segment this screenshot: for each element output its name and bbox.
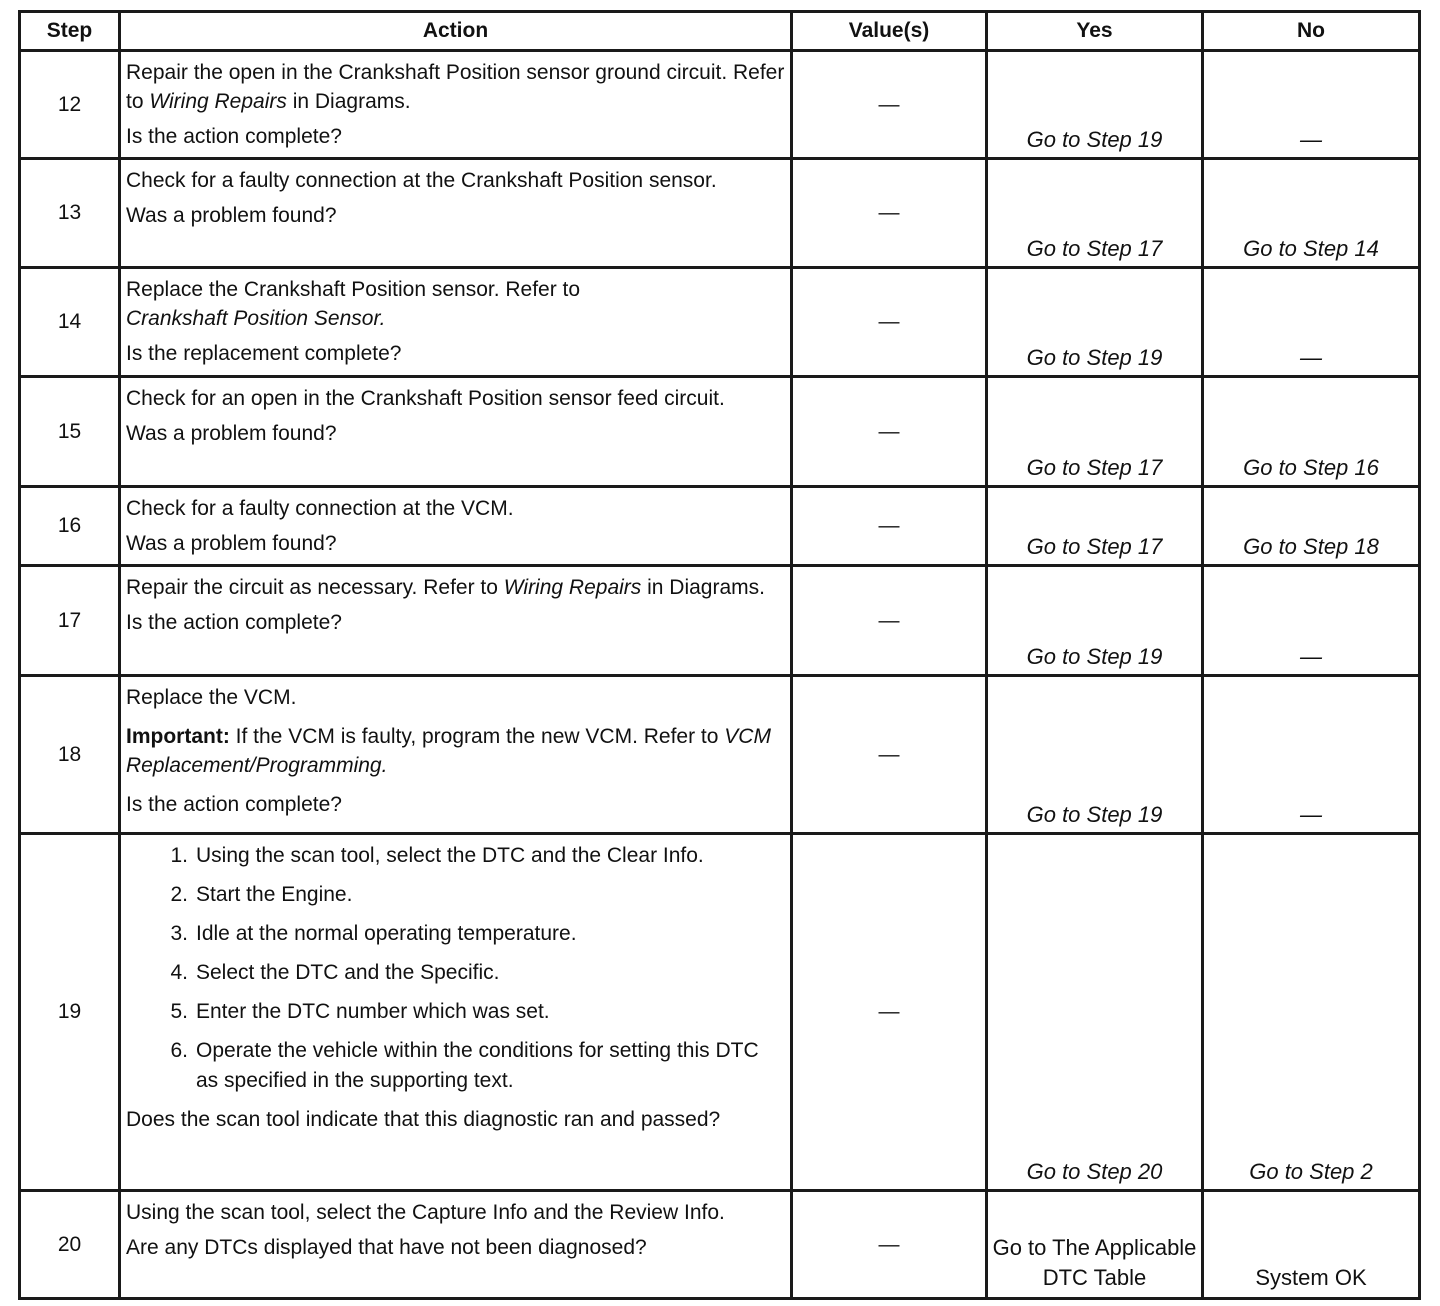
table-row [20, 159, 1420, 268]
header-yes: Yes [987, 12, 1203, 51]
substep-list [126, 841, 785, 1096]
yes-cell: Go to Step 17 [987, 377, 1203, 487]
list-item: 6. Operate the vehicle within the conditions for setting this DTC as specified in the supporting text. [170, 1039, 759, 1092]
diagnostic-table [18, 10, 1421, 1300]
value-cell: — [792, 159, 987, 268]
action-text: Check for a faulty connection at the VCM. [126, 497, 514, 520]
no-cell: Go to Step 18 [1203, 487, 1420, 566]
header-row [20, 12, 1420, 51]
value-cell: — [792, 487, 987, 566]
value-cell: — [792, 268, 987, 377]
important-note: Important: If the VCM is faulty, program the new VCM. Refer to VCM Replacement/Programming. [126, 725, 771, 777]
yes-cell: Go to The Applicable DTC Table [987, 1191, 1203, 1299]
no-cell: Go to Step 16 [1203, 377, 1420, 487]
step-number: 20 [20, 1191, 120, 1299]
table-row [20, 676, 1420, 834]
action-cell [120, 51, 792, 159]
action-cell [120, 834, 792, 1191]
step-number: 15 [20, 377, 120, 487]
header-step: Step [20, 12, 120, 51]
action-text: Repair the open in the Crankshaft Position sensor ground circuit. Refer to Wiring Repairs in Diagrams. [126, 61, 785, 113]
table-row [20, 51, 1420, 159]
header-no: No [1203, 12, 1420, 51]
action-question: Is the action complete? [126, 793, 342, 816]
action-question: Was a problem found? [126, 204, 337, 227]
value-cell: — [792, 51, 987, 159]
list-item: 3. Idle at the normal operating temperature. [170, 922, 577, 945]
action-cell [120, 377, 792, 487]
step-number: 18 [20, 676, 120, 834]
step-number: 19 [20, 834, 120, 1191]
table-row [20, 268, 1420, 377]
list-item: 4. Select the DTC and the Specific. [170, 961, 500, 984]
action-text: Using the scan tool, select the Capture Info and the Review Info. [126, 1201, 725, 1224]
action-cell [120, 1191, 792, 1299]
yes-cell: Go to Step 17 [987, 159, 1203, 268]
action-cell [120, 487, 792, 566]
action-cell [120, 566, 792, 676]
list-item: 5. Enter the DTC number which was set. [170, 1000, 550, 1023]
no-cell: System OK [1203, 1191, 1420, 1299]
value-cell: — [792, 566, 987, 676]
no-cell: — [1203, 566, 1420, 676]
action-text: Check for an open in the Crankshaft Position sensor feed circuit. [126, 387, 725, 410]
yes-cell: Go to Step 17 [987, 487, 1203, 566]
action-question: Was a problem found? [126, 532, 337, 555]
table-row [20, 1191, 1420, 1299]
yes-cell: Go to Step 20 [987, 834, 1203, 1191]
value-cell: — [792, 377, 987, 487]
value-cell: — [792, 1191, 987, 1299]
yes-cell: Go to Step 19 [987, 676, 1203, 834]
no-cell: Go to Step 14 [1203, 159, 1420, 268]
list-item: 1. Using the scan tool, select the DTC and the Clear Info. [170, 844, 704, 867]
table-row [20, 566, 1420, 676]
no-cell: — [1203, 268, 1420, 377]
yes-cell: Go to Step 19 [987, 268, 1203, 377]
step-number: 14 [20, 268, 120, 377]
action-cell [120, 159, 792, 268]
header-action: Action [120, 12, 792, 51]
table-row [20, 377, 1420, 487]
action-text: Repair the circuit as necessary. Refer to Wiring Repairs in Diagrams. [126, 576, 765, 599]
value-cell: — [792, 834, 987, 1191]
no-cell: — [1203, 51, 1420, 159]
action-text: Check for a faulty connection at the Crankshaft Position sensor. [126, 169, 717, 192]
step-number: 17 [20, 566, 120, 676]
action-cell [120, 268, 792, 377]
action-question: Is the action complete? [126, 611, 342, 634]
step-number: 16 [20, 487, 120, 566]
no-cell: Go to Step 2 [1203, 834, 1420, 1191]
yes-cell: Go to Step 19 [987, 51, 1203, 159]
header-values: Value(s) [792, 12, 987, 51]
step-number: 13 [20, 159, 120, 268]
yes-cell: Go to Step 19 [987, 566, 1203, 676]
no-cell: — [1203, 676, 1420, 834]
action-question: Is the replacement complete? [126, 342, 402, 365]
action-question: Is the action complete? [126, 125, 342, 148]
action-text: Replace the VCM. [126, 686, 297, 709]
action-text: Replace the Crankshaft Position sensor. Refer to Crankshaft Position Sensor. [126, 278, 581, 330]
step-number: 12 [20, 51, 120, 159]
list-item: 2. Start the Engine. [170, 883, 353, 906]
table-row [20, 487, 1420, 566]
table-row [20, 834, 1420, 1191]
action-question: Are any DTCs displayed that have not been diagnosed? [126, 1236, 647, 1259]
action-cell [120, 676, 792, 834]
value-cell: — [792, 676, 987, 834]
action-question: Does the scan tool indicate that this diagnostic ran and passed? [126, 1108, 721, 1131]
action-question: Was a problem found? [126, 422, 337, 445]
